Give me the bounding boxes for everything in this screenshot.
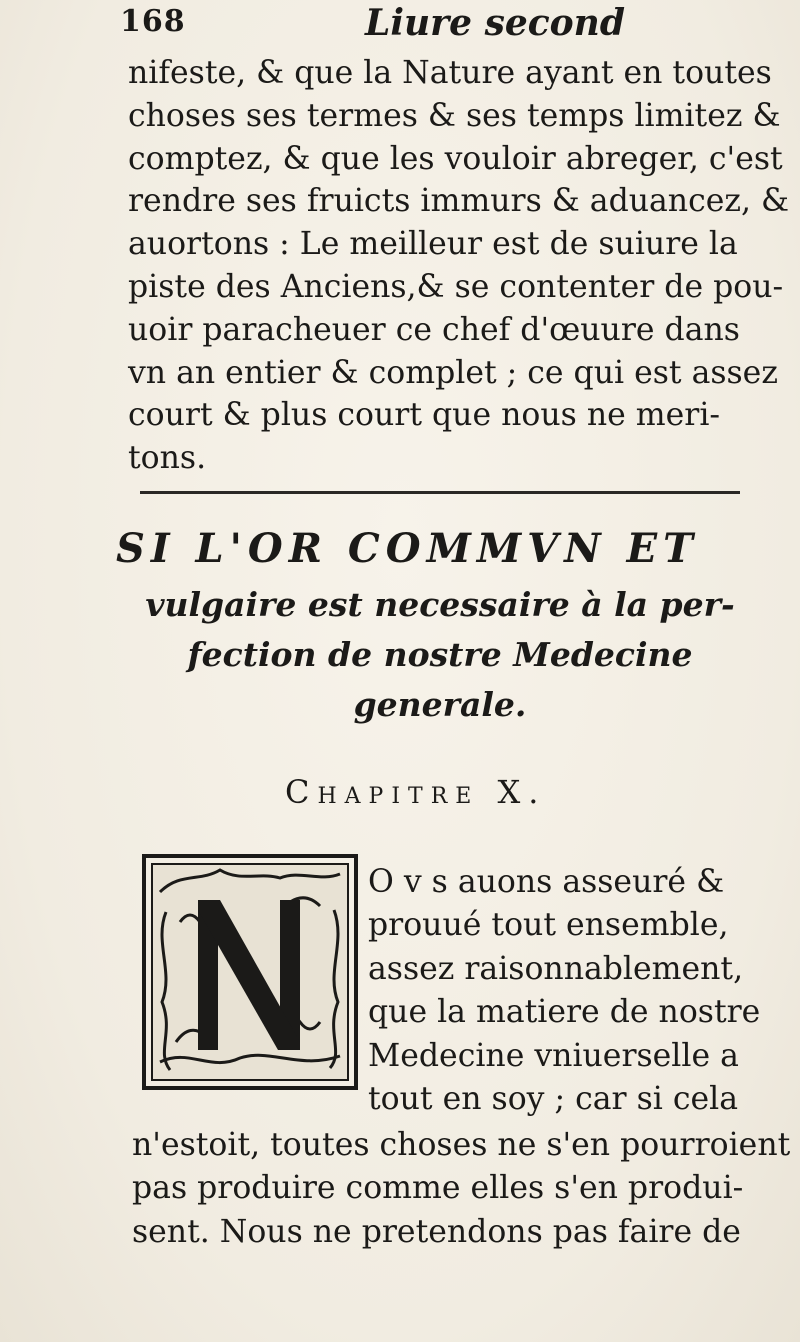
text-line: prouué tout ensemble, — [368, 907, 729, 944]
text-line: court & plus court que nous ne meri- — [128, 397, 721, 434]
text-line: vn an entier & complet ; ce qui est assez — [128, 354, 778, 391]
text-line: uoir paracheuer ce chef d'œuure dans — [128, 311, 740, 348]
text-line: rendre ses fruicts immurs & aduancez, & — [128, 183, 790, 220]
page-header — [120, 4, 760, 52]
chapter-title-main: SI L'OR COMMVN ET — [116, 525, 699, 572]
text-line: pas produire comme elles s'en produi- — [132, 1170, 744, 1207]
chapter-title-line: generale. — [353, 685, 527, 724]
section-divider — [140, 491, 740, 494]
text-line: piste des Anciens,& se contenter de pou- — [128, 268, 784, 305]
text-line: Medecine vniuerselle a — [368, 1037, 739, 1074]
text-line: O v s auons asseuré & — [368, 864, 725, 900]
text-line: tons. — [128, 440, 207, 477]
text-line: que la matiere de nostre — [368, 994, 761, 1031]
page-number: 168 — [120, 4, 186, 39]
chapter-title — [100, 525, 780, 735]
text-line: assez raisonnablement, — [368, 950, 744, 987]
running-head: Liure second — [365, 2, 626, 44]
text-line: tout en soy ; car si cela — [368, 1080, 738, 1117]
text-line: auortons : Le meilleur est de suiure la — [128, 226, 738, 263]
ornamental-initial-n-icon — [140, 852, 360, 1092]
text-line: choses ses termes & ses temps limitez & — [128, 97, 781, 134]
text-line: nifeste, & que la Nature ayant en toutes — [128, 55, 772, 91]
dropcap-paragraph — [368, 861, 768, 1121]
chapter-label: Chapitre X. — [285, 773, 547, 811]
paragraph-continuation — [132, 1124, 791, 1254]
chapter-title-line: fection de nostre Medecine — [187, 635, 693, 674]
text-line: comptez, & que les vouloir abreger, c'est — [128, 140, 783, 177]
body-text — [128, 52, 790, 480]
text-line: sent. Nous ne pretendons pas faire de — [132, 1213, 741, 1250]
chapter-title-line: vulgaire est necessaire à la per- — [145, 585, 735, 624]
text-line: n'estoit, toutes choses ne s'en pourroient — [132, 1127, 791, 1163]
